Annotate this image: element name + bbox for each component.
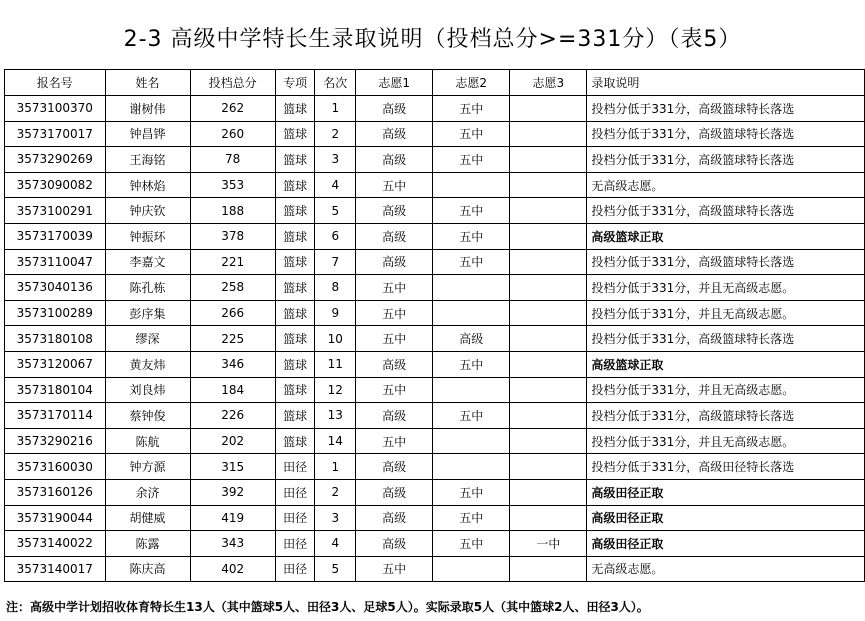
cell-score: 221 [190, 249, 275, 275]
cell-choice2: 五中 [433, 249, 510, 275]
cell-note: 投档分低于331分，并且无高级志愿。 [587, 275, 865, 301]
cell-choice1: 五中 [356, 326, 433, 352]
cell-rank: 1 [315, 454, 356, 480]
cell-score: 315 [190, 454, 275, 480]
cell-choice3 [510, 454, 587, 480]
cell-id: 3573090082 [5, 172, 106, 198]
cell-choice3 [510, 300, 587, 326]
cell-name: 谢树伟 [105, 96, 190, 122]
cell-choice3 [510, 198, 587, 224]
cell-id: 3573170017 [5, 121, 106, 147]
table-row [5, 275, 865, 301]
cell-choice3 [510, 326, 587, 352]
cell-name: 彭序集 [105, 300, 190, 326]
cell-id: 3573110047 [5, 249, 106, 275]
cell-sport: 篮球 [275, 275, 315, 301]
cell-choice3 [510, 96, 587, 122]
cell-id: 3573140017 [5, 556, 106, 582]
cell-rank: 10 [315, 326, 356, 352]
cell-choice3: 一中 [510, 531, 587, 557]
cell-name: 钟振环 [105, 223, 190, 249]
cell-sport: 篮球 [275, 96, 315, 122]
cell-choice2 [433, 556, 510, 582]
cell-choice2: 五中 [433, 505, 510, 531]
cell-note: 无高级志愿。 [587, 556, 865, 582]
cell-rank: 13 [315, 403, 356, 429]
cell-sport: 篮球 [275, 351, 315, 377]
cell-name: 李嘉文 [105, 249, 190, 275]
cell-rank: 3 [315, 147, 356, 173]
table-row [5, 300, 865, 326]
cell-score: 258 [190, 275, 275, 301]
cell-id: 3573290269 [5, 147, 106, 173]
cell-id: 3573100370 [5, 96, 106, 122]
cell-score: 346 [190, 351, 275, 377]
cell-name: 钟昌铧 [105, 121, 190, 147]
cell-score: 378 [190, 223, 275, 249]
cell-sport: 篮球 [275, 147, 315, 173]
cell-choice2: 五中 [433, 531, 510, 557]
cell-name: 陈孔栋 [105, 275, 190, 301]
cell-note: 投档分低于331分，并且无高级志愿。 [587, 377, 865, 403]
cell-choice1: 高级 [356, 121, 433, 147]
cell-sport: 田径 [275, 556, 315, 582]
cell-sport: 篮球 [275, 198, 315, 224]
cell-name: 王海铭 [105, 147, 190, 173]
cell-choice3 [510, 479, 587, 505]
cell-name: 陈庆高 [105, 556, 190, 582]
table-row [5, 505, 865, 531]
cell-name: 刘良炜 [105, 377, 190, 403]
cell-sport: 田径 [275, 479, 315, 505]
cell-rank: 5 [315, 198, 356, 224]
cell-id: 3573160126 [5, 479, 106, 505]
cell-sport: 田径 [275, 531, 315, 557]
cell-choice2: 五中 [433, 223, 510, 249]
header-choice2: 志愿2 [433, 70, 510, 96]
table-row [5, 531, 865, 557]
cell-rank: 1 [315, 96, 356, 122]
cell-choice3 [510, 172, 587, 198]
cell-name: 黄友炜 [105, 351, 190, 377]
cell-choice1: 高级 [356, 249, 433, 275]
table-row [5, 96, 865, 122]
page-title: 2-3 高级中学特长生录取说明（投档总分>=331分）（表5） [123, 27, 742, 52]
cell-sport: 田径 [275, 505, 315, 531]
header-row [5, 70, 865, 96]
cell-choice3 [510, 403, 587, 429]
header-id: 报名号 [5, 70, 106, 96]
cell-choice2: 五中 [433, 121, 510, 147]
header-choice1: 志愿1 [356, 70, 433, 96]
table-row [5, 428, 865, 454]
cell-choice2 [433, 275, 510, 301]
cell-score: 419 [190, 505, 275, 531]
cell-score: 188 [190, 198, 275, 224]
cell-choice2: 五中 [433, 198, 510, 224]
cell-choice1: 高级 [356, 454, 433, 480]
table-row [5, 479, 865, 505]
cell-score: 226 [190, 403, 275, 429]
cell-name: 钟庆钦 [105, 198, 190, 224]
cell-name: 胡健威 [105, 505, 190, 531]
cell-id: 3573180104 [5, 377, 106, 403]
cell-choice1: 五中 [356, 172, 433, 198]
cell-rank: 3 [315, 505, 356, 531]
cell-choice1: 高级 [356, 223, 433, 249]
cell-choice2 [433, 377, 510, 403]
cell-note: 高级篮球正取 [587, 351, 865, 377]
cell-choice2 [433, 300, 510, 326]
cell-choice1: 高级 [356, 531, 433, 557]
cell-rank: 9 [315, 300, 356, 326]
cell-choice3 [510, 351, 587, 377]
table-row [5, 172, 865, 198]
cell-id: 3573190044 [5, 505, 106, 531]
header-rank: 名次 [315, 70, 356, 96]
cell-choice3 [510, 428, 587, 454]
cell-score: 262 [190, 96, 275, 122]
cell-rank: 11 [315, 351, 356, 377]
cell-choice1: 高级 [356, 505, 433, 531]
cell-sport: 篮球 [275, 223, 315, 249]
cell-name: 缪深 [105, 326, 190, 352]
cell-note: 投档分低于331分，高级篮球特长落选 [587, 249, 865, 275]
cell-choice3 [510, 147, 587, 173]
cell-choice3 [510, 121, 587, 147]
cell-rank: 6 [315, 223, 356, 249]
cell-name: 钟林焰 [105, 172, 190, 198]
cell-id: 3573100291 [5, 198, 106, 224]
cell-note: 高级田径正取 [587, 505, 865, 531]
cell-name: 陈露 [105, 531, 190, 557]
cell-note: 投档分低于331分，高级篮球特长落选 [587, 326, 865, 352]
cell-score: 402 [190, 556, 275, 582]
cell-choice1: 五中 [356, 428, 433, 454]
cell-choice3 [510, 249, 587, 275]
cell-note: 投档分低于331分，高级篮球特长落选 [587, 121, 865, 147]
cell-rank: 4 [315, 172, 356, 198]
header-choice3: 志愿3 [510, 70, 587, 96]
cell-note: 投档分低于331分，高级篮球特长落选 [587, 96, 865, 122]
cell-name: 蔡钟俊 [105, 403, 190, 429]
cell-rank: 2 [315, 479, 356, 505]
admission-table [4, 69, 865, 582]
cell-id: 3573170114 [5, 403, 106, 429]
table-row [5, 249, 865, 275]
cell-choice2 [433, 428, 510, 454]
table-row [5, 198, 865, 224]
footnote: 注：高级中学计划招收体育特长生13人（其中篮球5人、田径3人、足球5人）。实际录取5人（其中篮球2人、田径3人）。 [6, 600, 649, 614]
cell-name: 余济 [105, 479, 190, 505]
cell-choice2: 五中 [433, 351, 510, 377]
cell-note: 投档分低于331分，高级田径特长落选 [587, 454, 865, 480]
cell-choice1: 高级 [356, 351, 433, 377]
table-row [5, 454, 865, 480]
cell-sport: 篮球 [275, 300, 315, 326]
cell-choice2: 五中 [433, 96, 510, 122]
cell-choice1: 五中 [356, 275, 433, 301]
cell-sport: 篮球 [275, 172, 315, 198]
cell-sport: 篮球 [275, 326, 315, 352]
cell-choice3 [510, 275, 587, 301]
cell-note: 高级篮球正取 [587, 223, 865, 249]
header-note: 录取说明 [587, 70, 865, 96]
cell-rank: 8 [315, 275, 356, 301]
cell-choice3 [510, 377, 587, 403]
header-sport: 专项 [275, 70, 315, 96]
cell-choice1: 高级 [356, 479, 433, 505]
cell-sport: 田径 [275, 454, 315, 480]
table-row [5, 351, 865, 377]
cell-score: 78 [190, 147, 275, 173]
cell-score: 353 [190, 172, 275, 198]
header-name: 姓名 [105, 70, 190, 96]
cell-choice1: 五中 [356, 300, 433, 326]
cell-score: 392 [190, 479, 275, 505]
cell-note: 投档分低于331分，高级篮球特长落选 [587, 198, 865, 224]
cell-choice2: 高级 [433, 326, 510, 352]
table-row [5, 326, 865, 352]
cell-rank: 12 [315, 377, 356, 403]
cell-choice2 [433, 454, 510, 480]
cell-note: 投档分低于331分，高级篮球特长落选 [587, 403, 865, 429]
cell-sport: 篮球 [275, 249, 315, 275]
table-row [5, 403, 865, 429]
cell-id: 3573100289 [5, 300, 106, 326]
cell-choice1: 高级 [356, 403, 433, 429]
cell-name: 钟方源 [105, 454, 190, 480]
cell-sport: 篮球 [275, 428, 315, 454]
cell-choice3 [510, 505, 587, 531]
cell-choice1: 高级 [356, 147, 433, 173]
cell-choice3 [510, 556, 587, 582]
cell-rank: 5 [315, 556, 356, 582]
cell-note: 投档分低于331分，并且无高级志愿。 [587, 300, 865, 326]
table-row [5, 556, 865, 582]
cell-score: 260 [190, 121, 275, 147]
cell-id: 3573040136 [5, 275, 106, 301]
cell-score: 202 [190, 428, 275, 454]
cell-choice1: 高级 [356, 198, 433, 224]
cell-note: 投档分低于331分，高级篮球特长落选 [587, 147, 865, 173]
cell-sport: 篮球 [275, 121, 315, 147]
table-row [5, 223, 865, 249]
cell-note: 高级田径正取 [587, 479, 865, 505]
cell-sport: 篮球 [275, 377, 315, 403]
cell-score: 225 [190, 326, 275, 352]
cell-id: 3573160030 [5, 454, 106, 480]
table-body [5, 96, 865, 582]
table-row [5, 377, 865, 403]
cell-score: 343 [190, 531, 275, 557]
table-row [5, 147, 865, 173]
cell-id: 3573290216 [5, 428, 106, 454]
cell-choice1: 高级 [356, 96, 433, 122]
cell-choice2: 五中 [433, 403, 510, 429]
cell-note: 无高级志愿。 [587, 172, 865, 198]
cell-choice1: 五中 [356, 377, 433, 403]
cell-sport: 篮球 [275, 403, 315, 429]
header-score: 投档总分 [190, 70, 275, 96]
cell-name: 陈航 [105, 428, 190, 454]
cell-choice3 [510, 223, 587, 249]
cell-rank: 4 [315, 531, 356, 557]
cell-choice2 [433, 172, 510, 198]
cell-id: 3573120067 [5, 351, 106, 377]
cell-id: 3573140022 [5, 531, 106, 557]
cell-choice2: 五中 [433, 147, 510, 173]
cell-id: 3573170039 [5, 223, 106, 249]
cell-note: 投档分低于331分，并且无高级志愿。 [587, 428, 865, 454]
cell-rank: 14 [315, 428, 356, 454]
cell-score: 266 [190, 300, 275, 326]
cell-choice1: 五中 [356, 556, 433, 582]
table-row [5, 121, 865, 147]
cell-id: 3573180108 [5, 326, 106, 352]
cell-rank: 7 [315, 249, 356, 275]
cell-choice2: 五中 [433, 479, 510, 505]
cell-note: 高级田径正取 [587, 531, 865, 557]
cell-rank: 2 [315, 121, 356, 147]
cell-score: 184 [190, 377, 275, 403]
